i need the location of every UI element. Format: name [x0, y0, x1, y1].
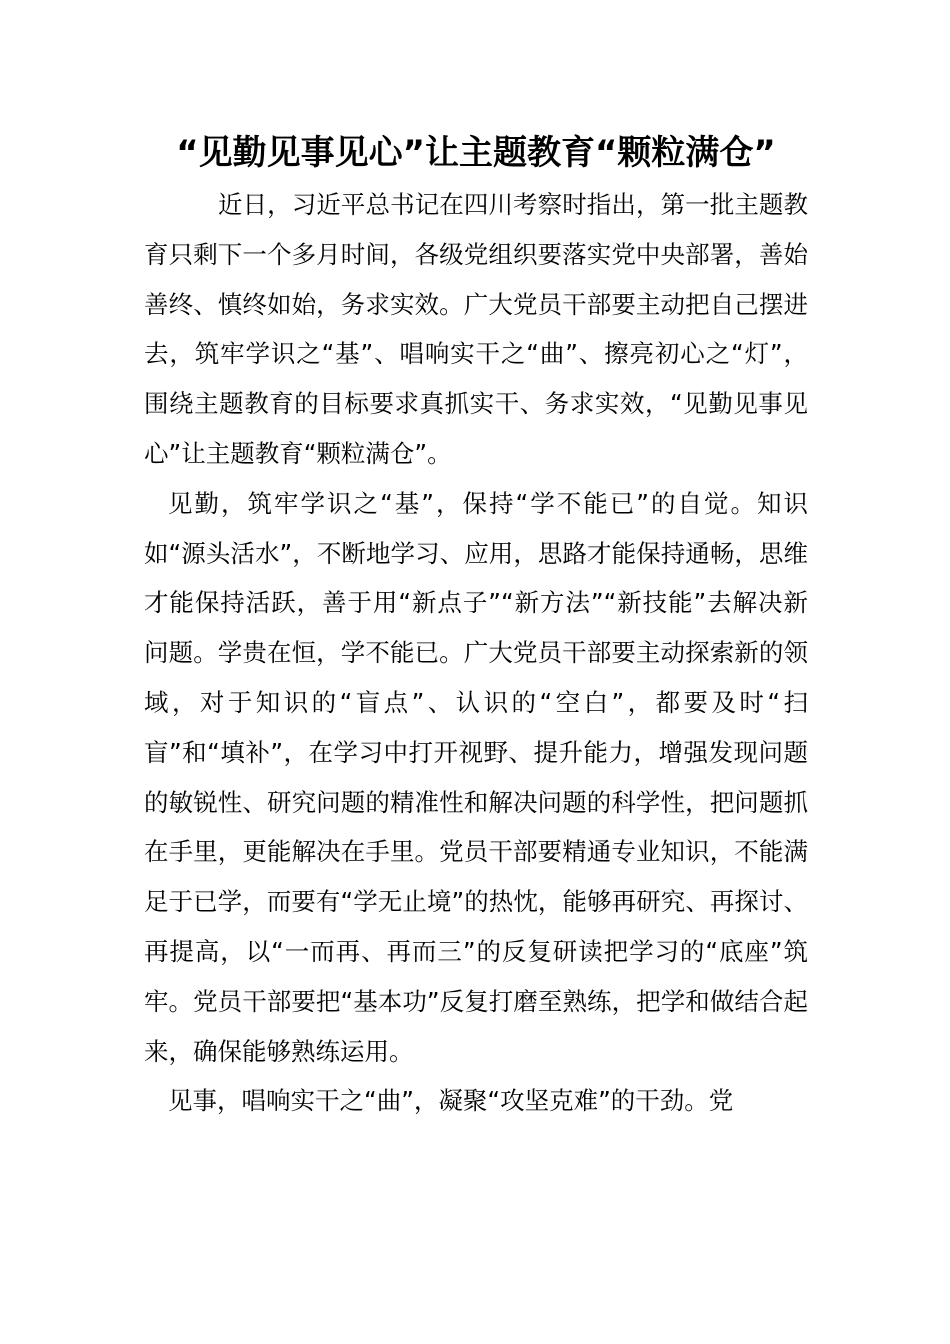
- paragraph-intro: 近日，习近平总书记在四川考察时指出，第一批主题教育只剩下一个多月时间，各级党组织要落实党中央部署，善始善终、慎终如始，务求实效。广大党员干部要主动把自己摆进去，筑牢学识之“基”、唱响实干之“曲”、擦亮初心之“灯”，围绕主题教育的目标要求真抓实干、务求实效，“见勤见事见心”让主题教育“颗粒满仓”。: [144, 190, 808, 468]
- document-title: “见勤见事见心”让主题教育“颗粒满仓”: [176, 133, 776, 173]
- document-page: [144, 128, 808, 1126]
- paragraph-jianqin: 见勤，筑牢学识之“基”，保持“学不能已”的自觉。知识如“源头活水”，不断地学习、应用，思路才能保持通畅，思维才能保持活跃，善于用“新点子”“新方法”“新技能”去解决新问题。学贵在恒，学不能已。广大党员干部要主动探索新的领域，对于知识的“盲点”、认识的“空白”，都要及时“扫盲”和“填补”，在学习中打开视野、提升能力，增强发现问题的敏锐性、研究问题的精准性和解决问题的科学性，把问题抓在手里，更能解决在手里。党员干部要精通专业知识，不能满足于已学，而要有“学无止境”的热忱，能够再研究、再探讨、再提高，以“一而再、再而三”的反复研读把学习的“底座”筑牢。党员干部要把“基本功”反复打磨至熟练，把学和做结合起来，确保能够熟练运用。: [144, 488, 808, 1066]
- paragraph-jianshi: 见事，唱响实干之“曲”，凝聚“攻坚克难”的干劲。党: [168, 1086, 734, 1116]
